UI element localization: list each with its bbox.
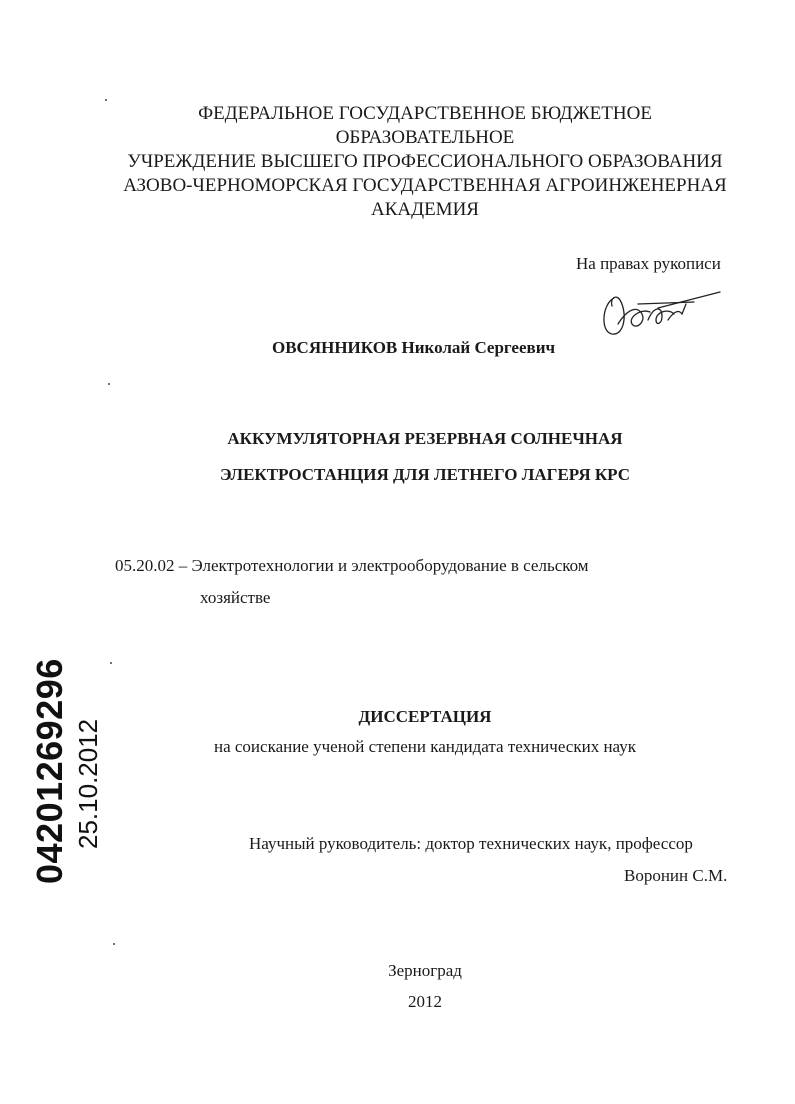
library-stamp-number: 04201269296 xyxy=(29,658,70,884)
institution-header-line: АКАДЕМИЯ xyxy=(371,199,479,220)
dissertation-label: ДИССЕРТАЦИЯ xyxy=(358,707,492,726)
author-name: ОВСЯННИКОВ Николай Сергеевич xyxy=(272,338,556,357)
institution-header xyxy=(0,102,795,222)
institution-header-line: ОБРАЗОВАТЕЛЬНОЕ xyxy=(335,127,515,148)
degree-subtitle: на соискание ученой степени кандидата технических наук xyxy=(213,737,636,756)
institution-header-line: УЧРЕЖДЕНИЕ ВЫСШЕГО ПРОФЕССИОНАЛЬНОГО ОБРАЗОВАНИЯ xyxy=(127,151,723,172)
scan-speck xyxy=(105,99,107,101)
manuscript-note: На правах рукописи xyxy=(576,254,721,273)
title-line-1: АККУМУЛЯТОРНАЯ РЕЗЕРВНАЯ СОЛНЕЧНАЯ xyxy=(227,429,623,448)
specialty-code xyxy=(115,550,589,614)
specialty-line-1: 05.20.02 – Электротехнологии и электрооборудование в сельском xyxy=(115,556,589,575)
institution-header-line: АЗОВО-ЧЕРНОМОРСКАЯ ГОСУДАРСТВЕННАЯ АГРОИНЖЕНЕРНАЯ xyxy=(123,175,727,196)
year: 2012 xyxy=(408,992,442,1011)
scan-speck xyxy=(113,943,115,945)
supervisor-line: Научный руководитель: доктор технических наук, профессор xyxy=(249,834,693,853)
scan-speck xyxy=(110,662,112,664)
institution-header-line: ФЕДЕРАЛЬНОЕ ГОСУДАРСТВЕННОЕ БЮДЖЕТНОЕ xyxy=(198,103,652,124)
supervisor-name: Воронин С.М. xyxy=(624,866,728,885)
title-line-2: ЭЛЕКТРОСТАНЦИЯ ДЛЯ ЛЕТНЕГО ЛАГЕРЯ КРС xyxy=(219,465,631,484)
scan-speck xyxy=(108,383,110,385)
library-stamp-date: 25.10.2012 xyxy=(73,718,103,849)
dissertation-title xyxy=(0,421,795,493)
signature-image xyxy=(598,284,723,344)
specialty-line-2: хозяйстве xyxy=(200,588,271,607)
city: Зерноград xyxy=(388,961,462,980)
